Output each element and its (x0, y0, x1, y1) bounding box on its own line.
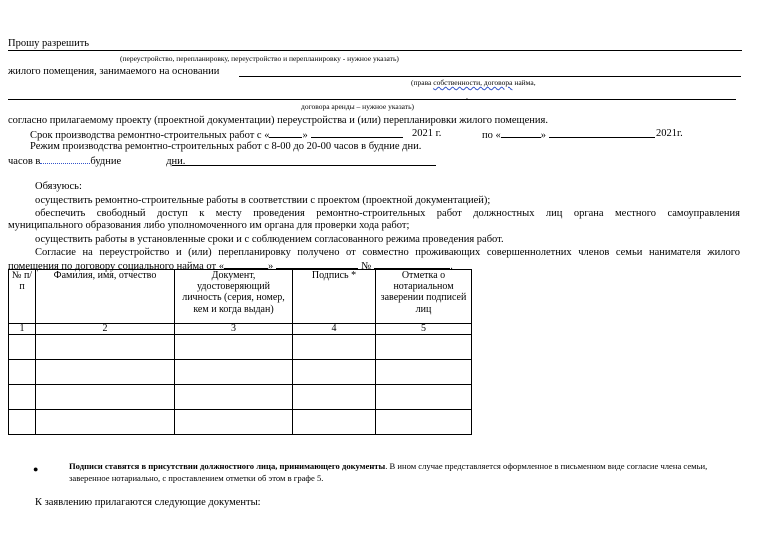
request-label: Прошу разрешить (8, 38, 90, 49)
table-cell[interactable] (293, 410, 376, 435)
end-month-field[interactable] (549, 128, 655, 138)
hours-line-field[interactable] (172, 165, 436, 166)
header-notary: Отметка о нотариальном заверении подписей лиц (376, 270, 472, 324)
family-consent-table (8, 269, 472, 435)
hours-line: часов в будние дни. (8, 156, 186, 167)
contract-number-field[interactable] (374, 259, 450, 269)
obligation-2-cont: муниципального образования либо уполномоченного им органа для проверки хода работ; (8, 220, 410, 231)
table-header-row (9, 270, 472, 324)
table-row (9, 335, 472, 360)
basis-hint: (права собственности, договора найма, (411, 78, 536, 87)
attachments-title: К заявлению прилагаются следующие документы: (35, 497, 261, 508)
footnote: Подписи ставятся в присутствии должностного лица, принимающего документы. В ином случае представляется оформленное в письменном виде согласие члена семьи, заверенное нотариально, с проставлением отметки об этом в графе 5. (69, 461, 708, 484)
table-cell[interactable] (293, 385, 376, 410)
project-statement: согласно прилагаемому проекту (проектной документации) переустройства и (или) перепланировки жилого помещения. (8, 115, 548, 126)
obligations-title: Обязуюсь: (35, 181, 82, 192)
table-cell[interactable] (175, 360, 293, 385)
table-cell[interactable] (175, 410, 293, 435)
basis-field-continued[interactable] (8, 99, 736, 100)
table-cell[interactable] (376, 410, 472, 435)
table-cell[interactable] (36, 335, 175, 360)
start-month-field[interactable] (311, 128, 403, 138)
end-year: 2021г. (656, 128, 683, 139)
contract-day-field[interactable] (224, 259, 268, 269)
table-cell[interactable] (9, 360, 36, 385)
work-period-label: Срок производства ремонтно-строительных работ с « » (30, 128, 403, 142)
request-type-hint: (переустройство, перепланировку, переустройство и перепланировку - нужное указать) (120, 54, 399, 63)
table-number-row (9, 324, 472, 335)
column-number-3: 3 (175, 324, 293, 335)
bullet-icon: ● (33, 464, 39, 474)
end-day-field[interactable] (501, 128, 541, 138)
table-cell[interactable] (175, 385, 293, 410)
table-row (9, 360, 472, 385)
table-row (9, 385, 472, 410)
table-cell[interactable] (36, 360, 175, 385)
consent-contract: помещения по договору социального найма от « » № . (8, 261, 453, 272)
basis-label: жилого помещения, занимаемого на основании (8, 66, 220, 77)
column-number-1: 1 (9, 324, 36, 335)
obligation-1: осуществить ремонтно-строительные работы в соответствии с проектом (проектной документацией); (35, 195, 491, 206)
basis-field[interactable] (239, 76, 741, 77)
column-number-2: 2 (36, 324, 175, 335)
consent-statement: Согласие на переустройство и (или) перепланировку получено от совместно проживающих совершеннолетних членов семьи нанимателя жилого (35, 247, 740, 258)
table-cell[interactable] (36, 410, 175, 435)
table-cell[interactable] (293, 360, 376, 385)
table-cell[interactable] (175, 335, 293, 360)
table-cell[interactable] (9, 335, 36, 360)
request-type-field[interactable] (8, 50, 742, 51)
header-name: Фамилия, имя, отчество (36, 270, 175, 324)
basis-comma: , (466, 92, 468, 101)
header-signature: Подпись * (293, 270, 376, 324)
obligation-2: обеспечить свободный доступ к месту проведения ремонтно-строительных работ должностных лиц органа местного самоуправления (35, 208, 740, 219)
table-cell[interactable] (293, 335, 376, 360)
column-number-4: 4 (293, 324, 376, 335)
table-row (9, 410, 472, 435)
start-day-field[interactable] (269, 128, 302, 138)
column-number-5: 5 (376, 324, 472, 335)
table-cell[interactable] (36, 385, 175, 410)
obligation-3: осуществить работы в установленные сроки и с соблюдением согласованного режима проведения работ. (35, 234, 504, 245)
header-number: № п/п (9, 270, 36, 324)
header-document: Документ, удостоверяющий личность (серия, номер, кем и когда выдан) (175, 270, 293, 324)
start-year: 2021 г. (412, 128, 442, 139)
work-mode: Режим производства ремонтно-строительных работ с 8-00 до 20-00 часов в будние дни. (30, 141, 422, 152)
contract-month-field[interactable] (276, 259, 358, 269)
table-cell[interactable] (376, 335, 472, 360)
table-cell[interactable] (376, 385, 472, 410)
hours-field[interactable] (40, 154, 90, 164)
table-cell[interactable] (9, 410, 36, 435)
work-period-end: по « » (482, 128, 655, 142)
table-cell[interactable] (376, 360, 472, 385)
basis-hint-continued: договора аренды – нужное указать) (301, 102, 414, 111)
table-cell[interactable] (9, 385, 36, 410)
